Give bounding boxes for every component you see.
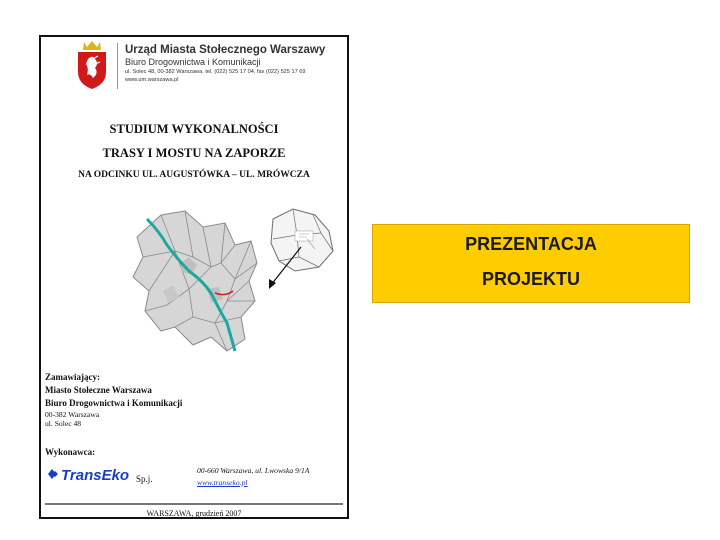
org-block [125, 44, 325, 84]
ordering-dept: Biuro Drogownictwa i Komunikacji [45, 398, 183, 408]
district-map-icon [123, 205, 341, 355]
ordering-name: Miasto Stołeczne Warszawa [45, 385, 152, 395]
org-dept: Biuro Drogownictwa i Komunikacji [125, 57, 261, 67]
banner-line1: PREZENTACJA [465, 234, 597, 254]
banner-line2: PROJEKTU [481, 269, 580, 289]
contractor-website-link[interactable]: www.transeko.pl [197, 478, 248, 487]
ordering-party [45, 371, 182, 428]
study-subtitle: TRASY I MOSTU NA ZAPORZE [102, 146, 286, 160]
presentation-banner [372, 224, 690, 303]
document-page [39, 35, 349, 519]
header-logo [75, 40, 347, 98]
org-name: Urząd Miasta Stołecznego Warszawy [125, 44, 326, 56]
header-divider [117, 43, 118, 89]
transeko-logo-icon [45, 462, 137, 486]
org-address: ul. Solec 48, 00-382 Warszawa, tel. (022) 525 17 04, fax (022) 525 17 69 [125, 69, 306, 75]
contractor-address: 00-660 Warszawa, ul. Lwowska 9/1A [197, 466, 310, 475]
ordering-street: ul. Solec 48 [45, 419, 82, 428]
document-footer: WARSZAWA, grudzień 2007 [146, 509, 242, 518]
contractor-suffix: Sp.j. [136, 474, 153, 484]
footer-separator [45, 503, 343, 505]
city-map [133, 211, 257, 351]
warsaw-crest-icon [75, 40, 109, 90]
org-web: www.um.warszawa.pl [125, 77, 179, 83]
contractor-logo-text: TransEko [61, 467, 130, 484]
ordering-label: Zamawiający: [45, 372, 100, 382]
ordering-postal: 00-382 Warszawa [45, 410, 100, 419]
contractor-label: Wykonawca: [45, 447, 96, 457]
location-inset [271, 209, 333, 271]
study-title: STUDIUM WYKONALNOŚCI [109, 122, 279, 136]
study-section: NA ODCINKU UL. AUGUSTÓWKA – UL. MRÓWCZA [78, 170, 310, 180]
